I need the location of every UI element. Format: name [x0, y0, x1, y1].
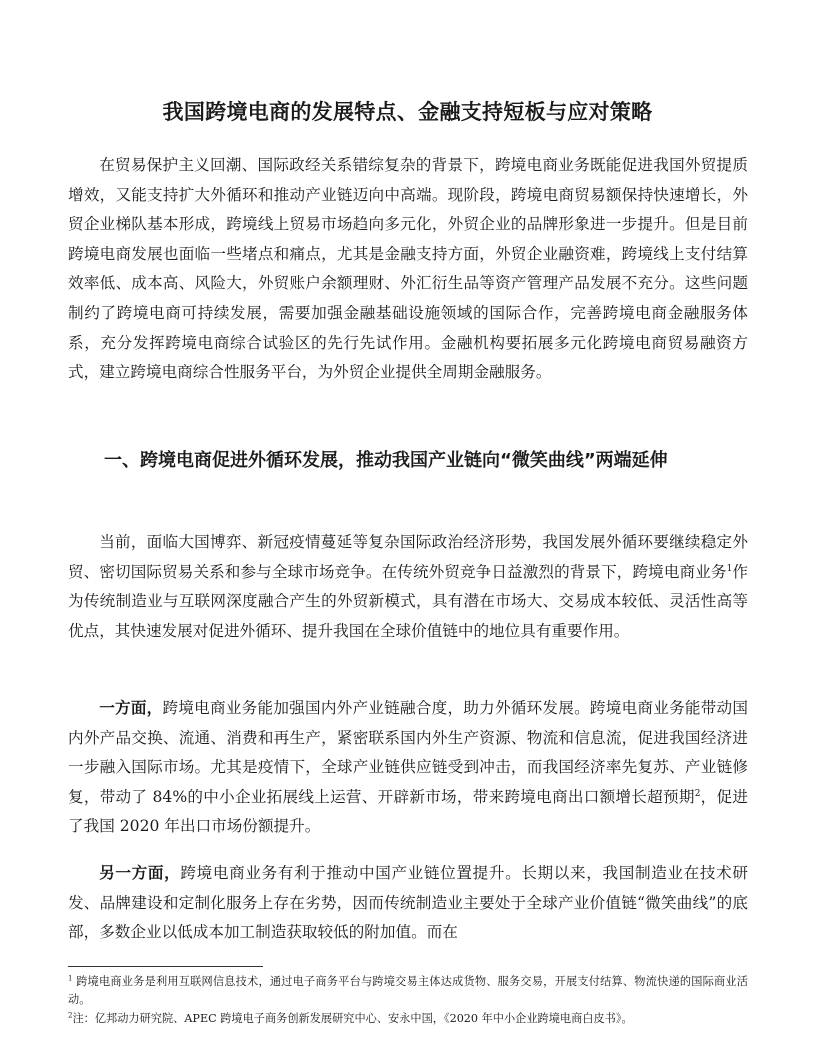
paragraph-lead: 一方面， — [99, 699, 163, 717]
footnote-ref-2: 2 — [694, 788, 701, 799]
footnote-mark: 2 — [68, 1011, 73, 1020]
section-paragraph-3 — [68, 859, 748, 948]
paragraph-text: 跨境电商业务能加强国内外产业链融合度，助力外循环发展。跨境电商业务能带动国内外产品交换、流通、消费和再生产，紧密联系国内外生产资源、物流和信息流，促进我国经济进一步融入国际市场。尤其是疫情下，全球产业链供应链受到冲击，而我国经济率先复苏、产业链修复，带动了 84%的中小企业拓展线上运营、开辟新市场，带来跨境电商出口额增长超预期 — [68, 699, 748, 806]
page-title: 我国跨境电商的发展特点、金融支持短板与应对策略 — [162, 100, 653, 124]
paragraph-text: 跨境电商业务有利于推动中国产业链位置提升。长期以来，我国制造业在技术研发、品牌建设和定制化服务上存在劣势，因而传统制造业主要处于全球产业价值链“微笑曲线”的底部，多数企业以低成本加工制造获取较低的附加值。而在 — [68, 864, 748, 942]
footnote-ref-1: 1 — [726, 563, 733, 574]
section-heading: 一、跨境电商促进外循环发展，推动我国产业链向“微笑曲线”两端延伸 — [104, 450, 668, 471]
paragraph-text: 作为传统制造业与互联网深度融合产生的外贸新模式，具有潜在市场大、交易成本较低、灵活性高等优点，其快速发展对促进外循环、提升我国在全球价值链中的地位具有重要作用。 — [68, 562, 748, 640]
footnote-1 — [68, 973, 748, 1009]
section-paragraph-2 — [68, 694, 748, 842]
footnote-mark: 1 — [68, 974, 73, 983]
footnote-divider — [68, 966, 263, 967]
paragraph-lead: 另一方面， — [99, 864, 181, 882]
paragraph-text: ，促进了我国 2020 年出口市场份额提升。 — [68, 787, 748, 836]
footnote-2 — [68, 1010, 748, 1028]
section-paragraph-1 — [68, 528, 748, 646]
footnote-text: 注：亿邦动力研究院、APEC 跨境电子商务创新发展研究中心、安永中国，《2020 年中小企业跨境电商白皮书》。 — [72, 1012, 633, 1025]
footnote-text: 跨境电商业务是利用互联网信息技术，通过电子商务平台与跨境交易主体达成货物、服务交易，开展支付结算、物流快递的国际商业活动。 — [68, 975, 748, 1006]
paragraph-text: 当前，面临大国博弈、新冠疫情蔓延等复杂国际政治经济形势，我国发展外循环要继续稳定外贸、密切国际贸易关系和参与全球市场竞争。在传统外贸竞争日益激烈的背景下，跨境电商业务 — [68, 533, 748, 581]
intro-paragraph: 在贸易保护主义回潮、国际政经关系错综复杂的背景下，跨境电商业务既能促进我国外贸提质增效，又能支持扩大外循环和推动产业链迈向中高端。现阶段，跨境电商贸易额保持快速增长，外贸企业梯队基本形成，跨境线上贸易市场趋向多元化，外贸企业的品牌形象进一步提升。但是目前跨境电商发展也面临一些堵点和痛点，尤其是金融支持方面，外贸企业融资难，跨境线上支付结算效率低、成本高、风险大，外贸账户余额理财、外汇衍生品等资产管理产品发展不充分。这些问题制约了跨境电商可持续发展，需要加强金融基础设施领域的国际合作，完善跨境电商金融服务体系，充分发挥跨境电商综合试验区的先行先试作用。金融机构要拓展多元化跨境电商贸易融资方式，建立跨境电商综合性服务平台，为外贸企业提供全周期金融服务。 — [68, 156, 748, 382]
